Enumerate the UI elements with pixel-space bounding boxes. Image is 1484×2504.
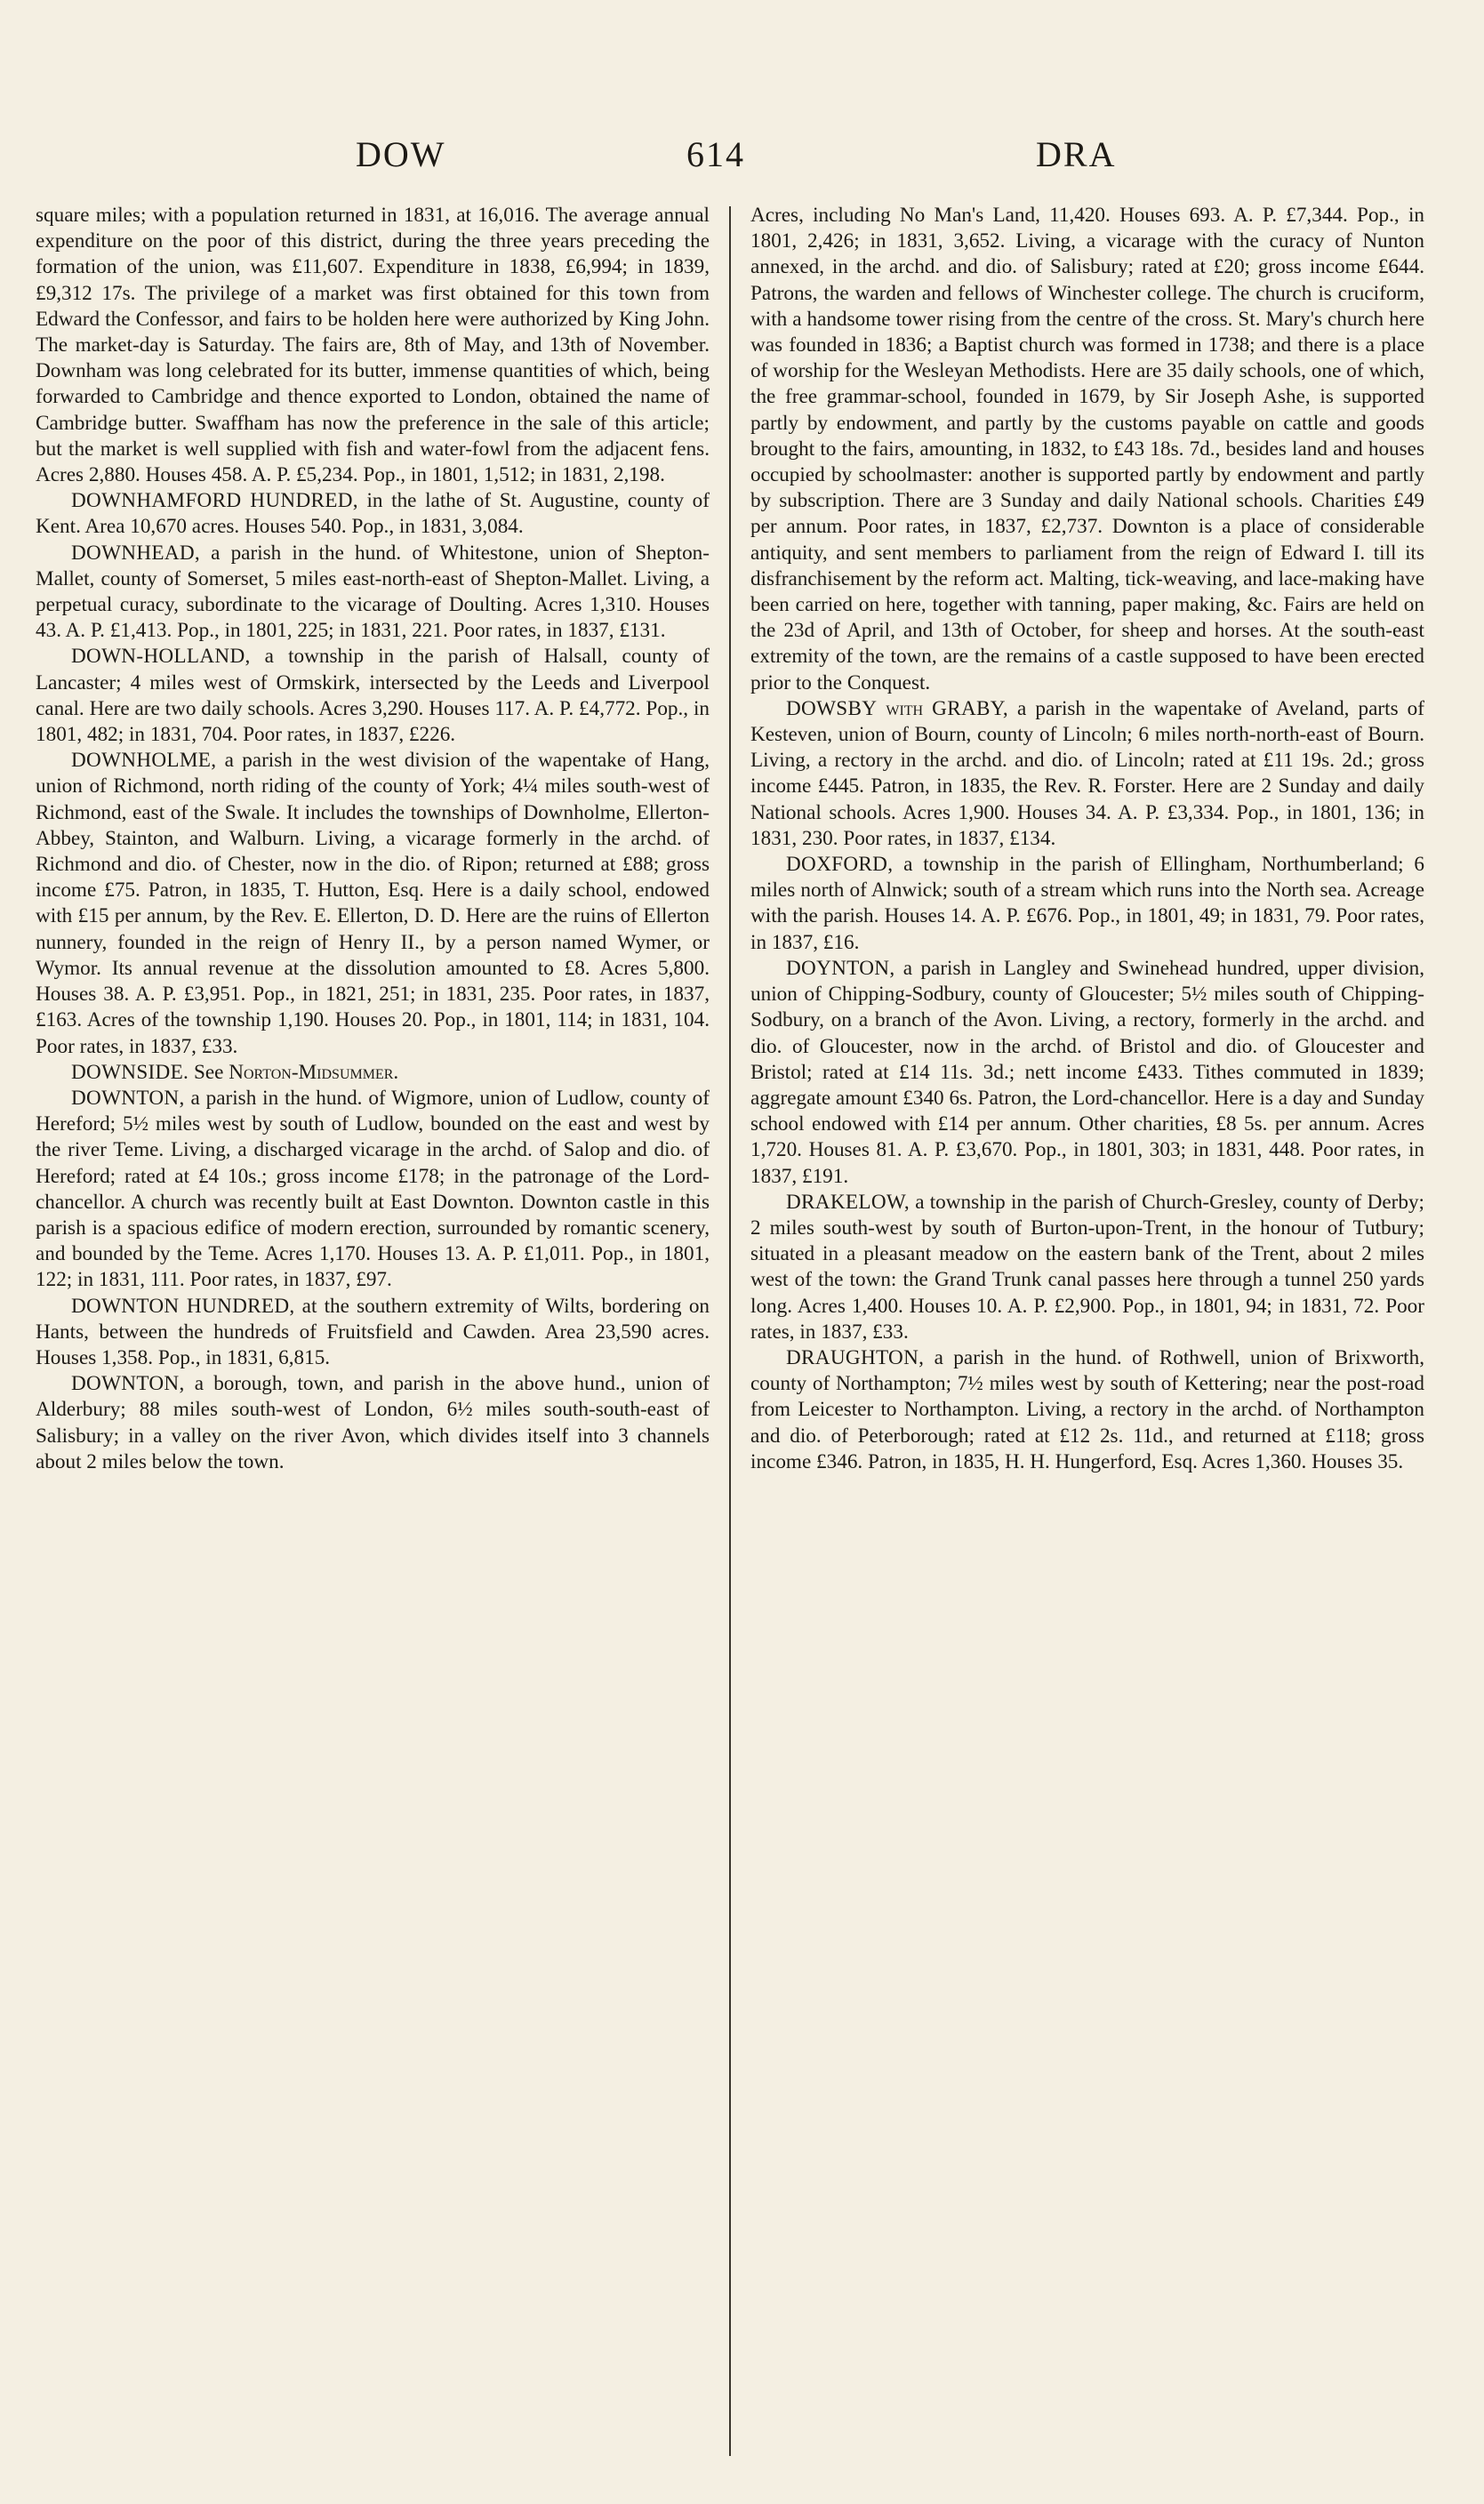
entry-text: a parish in the west division of the wapentake of Hang, union of Richmond, north riding of the county of York; 4¼ miles south-west of Richmond, east of the Swale. It includes the townships of Downholme, Ellerton-Abbey, Stainton, and Walburn. Living, a vicarage formerly in the archd. of Richmond and dio. of Chester, now in the dio. of Ripon; returned at £88; gross income £75. Patron, in 1835, T. Hutton, Esq. Here is a daily school, endowed with £15 per annum, by the Rev. E. Ellerton, D. D. Here are the ruins of Ellerton nunnery, founded in the reign of Henry II., by a person named Wymer, or Wymor. Its annual revenue at the dissolution amounted to £8. Acres 5,800. Houses 38. A. P. £3,951. Pop., in 1821, 251; in 1831, 235. Poor rates, in 1837, £163. Acres of the township 1,190. Houses 20. Pop., in 1801, 114; in 1831, 104. Poor rates, in 1837, £33. [36, 749, 710, 1058]
page-number: 614 [686, 134, 745, 174]
entry-headword-connector: with [877, 696, 933, 720]
entry-headword: DOWNHOLME, [71, 749, 217, 773]
entry-cross-reference: Norton-Midsummer. [229, 1060, 399, 1084]
entry-text: square miles; with a population returned in 1831, at 16,016. The average annual expenditure on the poor of this district, during the three years preceding the formation of the union, was £11,607. Expenditure in 1838, £6,994; in 1839, £9,312 17s. The privilege of a market was first obtained for this town from Edward the Confessor, and fairs to be holden here were authorized by King John. The market-day is Saturday. The fairs are, 8th of May, and 13th of November. Downham was long celebrated for its butter, immense quantities of which, being forwarded to Cambridge and thence exported to London, obtained the name of Cambridge butter. Swaffham has now the preference in the sale of this article; but the market is well supplied with fish and water-fowl from the adjacent fens. Acres 2,880. Houses 458. A. P. £5,234. Pop., in 1801, 1,512; in 1831, 2,198. [36, 204, 710, 487]
gazetteer-entry [750, 1190, 1424, 1345]
gazetteer-entry [750, 696, 1424, 852]
entry-continuation [750, 203, 1424, 696]
entry-headword: DOWNHEAD, [71, 541, 201, 565]
gazetteer-entry [36, 1294, 710, 1372]
gazetteer-entry [36, 541, 710, 645]
header-left-guideword: DOW [356, 134, 446, 174]
running-header [0, 133, 1484, 187]
entry-text: a parish in Langley and Swinehead hundred, upper division, union of Chipping-Sodbury, county of Gloucester; 5½ miles south of Chipping-Sodbury, on a branch of the Avon. Living, a rectory, formerly in the archd. and dio. of Gloucester, now in the archd. of Bristol and dio. of Gloucester and Bristol; rated at £14 11s. 3d.; nett income £433. Tithes commuted in 1839; aggregate amount £340 6s. Patron, the Lord-chancellor. Here is a day and Sunday school endowed with £14 per annum. Other charities, £8 5s. per annum. Acres 1,720. Houses 81. A. P. £3,670. Pop., in 1801, 303; in 1831, 448. Poor rates, in 1837, £191. [750, 956, 1424, 1188]
left-column [36, 203, 710, 2479]
gazetteer-entry [36, 748, 710, 1059]
entry-text: a parish in the hund. of Wigmore, union of Ludlow, county of Hereford; 5½ miles west by south of Ludlow, bounded on the east and west by the river Teme. Living, a discharged vicarage in the archd. of Salop and dio. of Hereford; rated at £4 10s.; gross income £178; in the patronage of the Lord-chancellor. A church was recently built at East Downton. Downton castle in this parish is a spacious edifice of modern erection, surrounded by romantic scenery, and bounded by the Teme. Acres 1,170. Houses 13. A. P. £1,011. Pop., in 1801, 122; in 1831, 111. Poor rates, in 1837, £97. [36, 1086, 710, 1292]
gazetteer-entry [36, 1086, 710, 1294]
entry-headword: DOWNTON, [71, 1086, 185, 1110]
gazetteer-entry [36, 1060, 710, 1086]
right-column [750, 203, 1424, 2479]
column-divider [729, 206, 731, 2456]
entry-headword: DOWSBY [786, 696, 878, 720]
entry-text: in the lathe of St. Augustine, county of Kent. Area 10,670 acres. Houses 540. Pop., in 1831, 3,084. [36, 489, 710, 539]
entry-text: Acres, including No Man's Land, 11,420. Houses 693. A. P. £7,344. Pop., in 1801, 2,426; in 1831, 3,652. Living, a vicarage with the curacy of Nunton annexed, in the archd. and dio. of Salisbury; rated at £20; gross income £644. Patrons, the warden and fellows of Winchester college. The church is cruciform, with a handsome tower rising from the centre of the cross. St. Mary's church here was founded in 1836; a Baptist church was formed in 1738; and there is a place of worship for the Wesleyan Methodists. Here are 35 daily schools, one of which, the free grammar-school, founded in 1679, by Sir Joseph Ashe, is supported partly by endowment, and partly by the customs payable on cattle and goods brought to the fairs, amounting, in 1832, to £43 18s. 7d., besides land and houses occupied by schoolmaster: another is supported partly by endowment and partly by subscription. There are 3 Sunday and daily National schools. Charities £49 per annum. Poor rates, in 1837, £2,737. Downton is a place of considerable antiquity, and sent members to parliament from the reign of Edward I. till its disfranchisement by the reform act. Malting, tick-weaving, and lace-making have been carried on here, together with tanning, paper making, &c. Fairs are held on the 23d of April, and 13th of October, for sheep and horses. At the south-east extremity of the town, are the remains of a castle supposed to have been erected prior to the Conquest. [750, 204, 1424, 694]
entry-text: at the southern extremity of Wilts, bordering on Hants, between the hundreds of Fruitsfield and Cawden. Area 23,590 acres. Houses 1,358. Pop., in 1831, 6,815. [36, 1294, 710, 1369]
gazetteer-entry [750, 852, 1424, 956]
entry-continuation [36, 203, 710, 488]
entry-headword: DRAUGHTON, [786, 1345, 925, 1369]
entry-text: a township in the parish of Ellingham, Northumberland; 6 miles north of Alnwick; south of a stream which runs into the North sea. Acreage with the parish. Houses 14. A. P. £676. Pop., in 1801, 49; in 1831, 79. Poor rates, in 1837, £16. [750, 853, 1424, 954]
entry-headword: DOYNTON, [786, 956, 895, 980]
entry-text: a parish in the wapentake of Aveland, parts of Kesteven, union of Bourn, county of Lincoln; 6 miles north-north-east of Bourn. Living, a rectory in the archd. and dio. of Lincoln; rated at £11 19s. 2d.; gross income £445. Patron, in 1835, the Rev. R. Forster. Here are 2 Sunday and daily National schools. Acres 1,900. Houses 34. A. P. £3,334. Pop., in 1801, 136; in 1831, 230. Poor rates, in 1837, £134. [750, 696, 1424, 850]
entry-headword: DOWNTON HUNDRED, [71, 1294, 295, 1318]
entry-headword: DOXFORD, [786, 853, 894, 877]
entry-text: a township in the parish of Church-Gresley, county of Derby; 2 miles south-west by south of Burton-upon-Trent, in the honour of Tutbury; situated in a pleasant meadow on the eastern bank of the Trent, about 2 miles west of the town: the Grand Trunk canal passes here through a tunnel 250 yards long. Acres 1,400. Houses 10. A. P. £2,900. Pop., in 1801, 94; in 1831, 72. Poor rates, in 1837, £33. [750, 1190, 1424, 1344]
gazetteer-entry [750, 1345, 1424, 1475]
entry-headword: GRABY, [932, 696, 1008, 720]
header-right-guideword: DRA [1036, 134, 1117, 174]
entry-text: See [189, 1060, 229, 1084]
entry-headword: DOWNTON, [71, 1372, 185, 1396]
entry-headword: DOWN-HOLLAND, [71, 645, 251, 669]
gazetteer-entry [36, 644, 710, 748]
gazetteer-entry [750, 956, 1424, 1190]
gazetteer-entry [36, 1371, 710, 1475]
entry-text: a parish in the hund. of Whitestone, union of Shepton-Mallet, county of Somerset, 5 miles east-north-east of Shepton-Mallet. Living, a perpetual curacy, subordinate to the vicarage of Doulting. Acres 1,310. Houses 43. A. P. £1,413. Pop., in 1801, 225; in 1831, 221. Poor rates, in 1837, £131. [36, 541, 710, 643]
entry-headword: DOWNSIDE. [71, 1060, 189, 1084]
gazetteer-entry [36, 488, 710, 540]
entry-headword: DRAKELOW, [786, 1190, 910, 1214]
entry-text: a township in the parish of Halsall, county of Lancaster; 4 miles west of Ormskirk, intersected by the Leeds and Liverpool canal. Here are two daily schools. Acres 3,290. Houses 117. A. P. £4,772. Pop., in 1801, 482; in 1831, 704. Poor rates, in 1837, £226. [36, 645, 710, 747]
entry-headword: DOWNHAMFORD HUNDRED, [71, 489, 358, 513]
entry-text: a parish in the hund. of Rothwell, union of Brixworth, county of Northampton; 7½ miles west by south of Kettering; near the post-road from Leicester to Northampton. Living, a rectory in the archd. of Northampton and dio. of Peterborough; rated at £12 2s. 11d., and returned at £118; gross income £346. Patron, in 1835, H. H. Hungerford, Esq. Acres 1,360. Houses 35. [750, 1345, 1424, 1473]
entry-text: a borough, town, and parish in the above hund., union of Alderbury; 88 miles south-west of London, 6½ miles south-south-east of Salisbury; in a valley on the river Avon, which divides itself into 3 channels about 2 miles below the town. [36, 1372, 710, 1473]
